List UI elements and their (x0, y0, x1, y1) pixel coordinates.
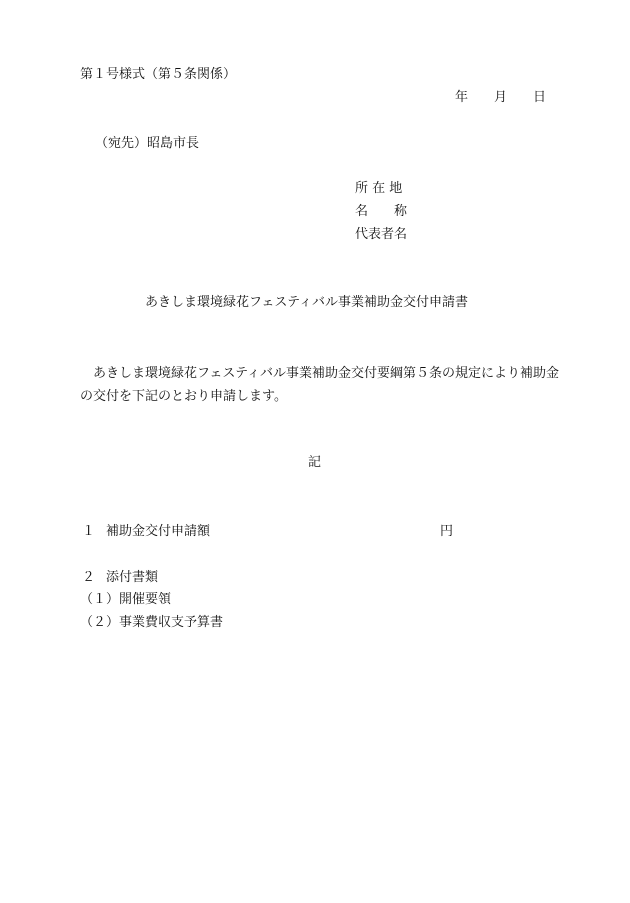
item-label-grant-amount: 補助金交付申請額 (106, 524, 211, 539)
document-title: あきしま環境緑花フェスティバル事業補助金交付申請書 (145, 295, 469, 310)
applicant-address-label: 所 在 地 (355, 181, 403, 196)
applicant-name-label: 名 称 (355, 204, 408, 219)
amount-unit: 円 (440, 524, 454, 539)
form-number: 第１号様式（第５条関係） (80, 67, 237, 82)
attachment-item: （１）開催要領 (80, 592, 172, 607)
item-label-attachments: 添付書類 (106, 570, 159, 585)
addressee: （宛先）昭島市長 (95, 136, 200, 151)
body-paragraph: あきしま環境緑花フェスティバル事業補助金交付要綱第５条の規定により補助金の交付を下記のとおり申請します。 (80, 366, 560, 404)
ki-heading: 記 (308, 455, 322, 470)
item-number: ２ (82, 570, 96, 585)
date-line: 年 月 日 (455, 90, 547, 105)
item-number: １ (82, 524, 96, 539)
attachment-item: （２）事業費収支予算書 (80, 615, 224, 630)
applicant-representative-label: 代表者名 (355, 227, 408, 242)
